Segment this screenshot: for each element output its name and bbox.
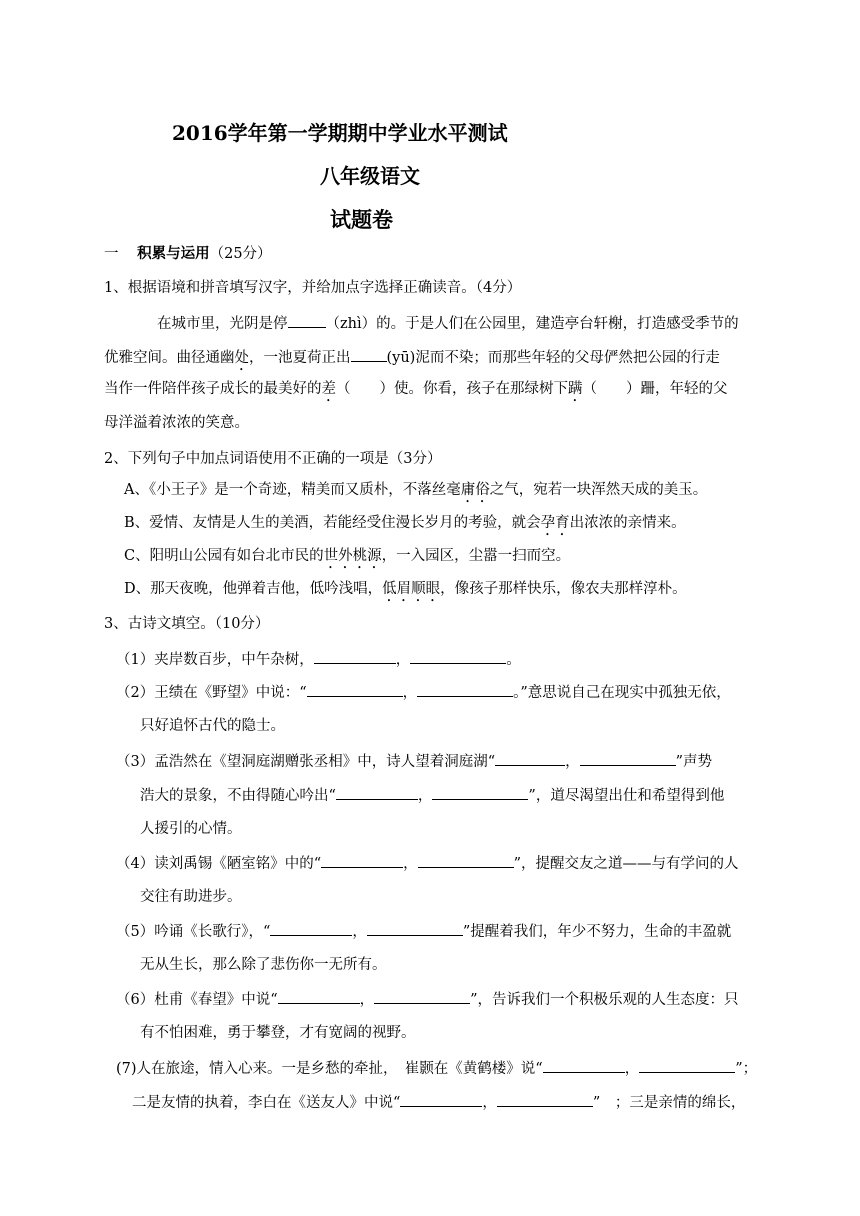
section-name: 积累与运用 [137, 245, 210, 262]
text-segment: ， [395, 652, 411, 668]
section-heading [104, 244, 272, 264]
text-segment: 当作一件陪伴孩子成长的最美好的 [104, 381, 322, 397]
q3-item-6-cont: 有不怕困难，勇于攀登，才有宽阔的视野。 [140, 1025, 416, 1041]
dotted-character: 蹒 [568, 381, 583, 397]
q3-item-3-cont [140, 785, 724, 806]
q1-passage-line-3 [104, 379, 728, 405]
q1-passage-line-2 [104, 347, 720, 374]
question-1-stem: 1、根据语境和拼音填写汉字，并给加点字选择正确读音。（4分） [104, 280, 522, 296]
q1-passage-line-1 [157, 313, 739, 334]
text-segment: ”声势 [675, 754, 713, 770]
dotted-word: 孕育 [540, 515, 570, 531]
dotted-character: 处 [234, 350, 249, 366]
q3-item-2 [116, 682, 731, 703]
answer-blank[interactable] [639, 1058, 735, 1073]
answer-blank[interactable] [288, 313, 326, 328]
text-segment: 浩大的景象，不由得随心吟出“ [140, 788, 336, 804]
text-segment: （ ）使。你看，孩子在那绿树下 [336, 381, 568, 397]
text-segment: 。 [506, 652, 521, 668]
text-segment: ，一入园区，尘嚣一扫而空。 [381, 548, 571, 564]
answer-blank[interactable] [374, 989, 470, 1004]
text-segment: (yū)泥而不染；而那些年轻的父母俨然把公园的行走 [386, 350, 720, 366]
text-segment: （zhì）的。于是人们在公园里，建造亭台轩榭，打造感受季节的 [325, 316, 739, 332]
answer-blank[interactable] [351, 347, 387, 362]
text-segment: C、阳明山公园有如台北市民的 [124, 548, 324, 564]
text-segment: （1）夹岸数百步，中午杂树， [116, 652, 314, 668]
answer-blank[interactable] [495, 751, 565, 766]
text-segment: ， [403, 856, 418, 872]
grade-subject-title: 八年级语文 [320, 164, 420, 188]
section-score: （25分） [209, 246, 272, 262]
text-segment: （3）孟浩然在《望洞庭湖赠张丞相》中，诗人望着洞庭湖“ [116, 754, 496, 770]
exam-title: 2016学年第一学期期中学业水平测试 [172, 121, 508, 145]
text-segment: ” ；三是亲情的绵长， [592, 1095, 746, 1111]
dotted-character: 差 [321, 381, 336, 397]
text-segment: ，一池夏荷正出 [249, 350, 351, 366]
answer-blank[interactable] [270, 921, 352, 936]
q2-option-c[interactable] [124, 546, 570, 572]
q3-item-4 [116, 853, 739, 874]
answer-blank[interactable] [410, 649, 506, 664]
text-segment: B、爱情、友情是人生的美酒，若能经受住漫长岁月的考验，就会 [124, 515, 541, 531]
text-segment: A、《小王子》是一个奇迹，精美而又质朴，不落丝毫 [124, 482, 461, 498]
q3-item-3 [116, 751, 712, 772]
q3-item-5 [116, 921, 731, 942]
text-segment: 出浓浓的亲情来。 [569, 515, 686, 531]
dotted-word: 低眉顺眼 [382, 581, 441, 597]
text-segment: ， [565, 754, 580, 770]
q1-passage-line-4: 母洋溢着浓浓的笑意。 [104, 415, 249, 431]
text-segment: ， [482, 1095, 497, 1111]
text-segment: （ ）跚，年轻的父 [582, 381, 728, 397]
text-segment: 。”意思说自己在现实中孤独无依， [513, 685, 731, 701]
text-segment: ”，告诉我们一个积极乐观的人生态度：只 [470, 992, 739, 1008]
answer-blank[interactable] [543, 1058, 625, 1073]
answer-blank[interactable] [580, 751, 676, 766]
text-segment: ”； [735, 1061, 758, 1077]
text-segment: 优雅空间。曲径通幽 [104, 350, 235, 366]
q3-item-7-cont [132, 1092, 745, 1113]
q3-item-1 [116, 649, 521, 670]
text-segment: ，像孩子那样快乐，像农夫那样淳朴。 [440, 581, 687, 597]
q3-item-5-cont: 无从生长，那么除了悲伤你一无所有。 [140, 957, 387, 973]
q2-option-b[interactable] [124, 513, 686, 539]
text-segment: （5）吟诵《长歌行》，“ [116, 924, 271, 940]
answer-blank[interactable] [400, 1092, 482, 1107]
dotted-word: 世外桃源 [323, 548, 382, 564]
answer-blank[interactable] [417, 682, 513, 697]
answer-blank[interactable] [336, 785, 418, 800]
answer-blank[interactable] [314, 649, 396, 664]
q3-item-2-cont: 只好追怀古代的隐士。 [140, 718, 285, 734]
q2-option-d[interactable] [124, 579, 687, 605]
text-segment: ”提醒着我们，年少不努力，生命的丰盈就 [462, 924, 732, 940]
text-segment: ， [352, 924, 367, 940]
q3-item-4-cont: 交往有助进步。 [140, 889, 242, 905]
text-segment: （6）杜甫《春望》中说“ [116, 992, 278, 1008]
answer-blank[interactable] [278, 989, 360, 1004]
text-segment: ， [417, 788, 433, 804]
text-segment: ”，道尽渴望出仕和希望得到他 [528, 788, 725, 804]
q2-option-a[interactable] [124, 480, 707, 506]
answer-blank[interactable] [432, 785, 528, 800]
q3-item-6 [116, 989, 739, 1010]
text-segment: 在城市里，光阴是停 [157, 316, 288, 332]
dotted-word: 庸俗 [460, 482, 490, 498]
question-3-stem: 3、古诗文填空。（10分） [104, 616, 270, 632]
text-segment: 二是友情的执着，李白在《送友人》中说“ [132, 1095, 401, 1111]
text-segment: ， [402, 685, 418, 701]
text-segment: ”，提醒交友之道——与有学问的人 [513, 856, 739, 872]
answer-blank[interactable] [497, 1092, 593, 1107]
answer-blank[interactable] [307, 682, 403, 697]
text-segment: (7)人在旅途，情入心来。一是乡愁的牵扯， 崔颢在《黄鹤楼》说“ [116, 1061, 543, 1077]
text-segment: D、那天夜晚，他弹着吉他，低吟浅唱， [124, 581, 383, 597]
text-segment: 之气，宛若一块浑然天成的美玉。 [489, 482, 708, 498]
section-number: 一 [104, 246, 119, 262]
text-segment: ， [359, 992, 375, 1008]
text-segment: ， [624, 1061, 640, 1077]
paper-title: 试题卷 [330, 207, 393, 232]
question-2-stem: 2、下列句子中加点词语使用不正确的一项是（3分） [104, 451, 442, 467]
text-segment: （4）读刘禹锡《陋室铭》中的“ [116, 856, 322, 872]
q3-item-7 [116, 1058, 757, 1079]
text-segment: （2）王绩在《野望》中说：“ [116, 685, 307, 701]
answer-blank[interactable] [321, 853, 403, 868]
q3-item-3-end: 人援引的心情。 [140, 821, 242, 837]
answer-blank[interactable] [418, 853, 514, 868]
answer-blank[interactable] [367, 921, 463, 936]
